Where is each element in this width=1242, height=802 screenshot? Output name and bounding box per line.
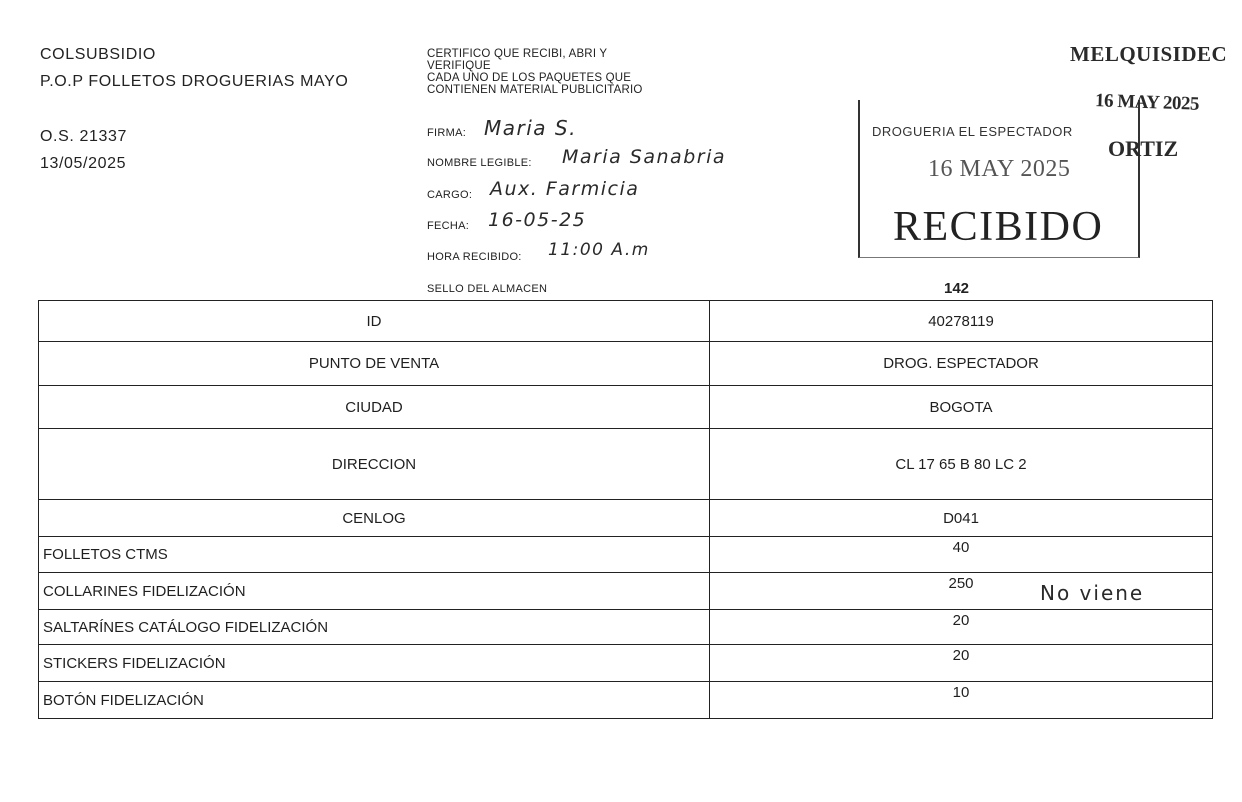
item-quantity: 20 [710,645,1213,682]
document-number: 142 [944,280,970,297]
row-label: PUNTO DE VENTA [39,342,710,386]
hora-value: 11:00 A.m [548,240,650,260]
row-value: CL 17 65 B 80 LC 2 [710,429,1213,500]
company-name: COLSUBSIDIO [40,46,156,63]
item-label: FOLLETOS CTMS [39,537,710,573]
cargo-label: CARGO: [427,189,473,201]
delivery-table [38,300,1213,719]
table-row [39,301,1213,342]
row-value: BOGOTA [710,386,1213,429]
item-quantity: 40 [710,537,1213,573]
handwritten-note: No viene [1040,581,1145,605]
item-label: SALTARÍNES CATÁLOGO FIDELIZACIÓN [39,610,710,645]
stamp-store-name: DROGUERIA EL ESPECTADOR [872,124,1073,139]
table-row [39,682,1213,719]
table-row [39,500,1213,537]
certification-line-4: CONTIENEN MATERIAL PUBLICITARIO [427,84,643,96]
table-row [39,573,1213,610]
fecha-label: FECHA: [427,220,470,232]
hora-label: HORA RECIBIDO: [427,251,522,263]
row-value: D041 [710,500,1213,537]
table-row [39,386,1213,429]
cargo-value: Aux. Farmicia [490,178,640,200]
row-label: CENLOG [39,500,710,537]
stamp-status: RECIBIDO [893,204,1104,250]
row-value: 40278119 [710,301,1213,342]
document-date: 13/05/2025 [40,155,127,172]
stamp-date-line: 16 MAY 2025 [1094,90,1200,115]
nombre-label: NOMBRE LEGIBLE: [427,157,532,169]
table-row [39,342,1213,386]
nombre-value: Maria Sanabria [562,146,726,168]
fecha-value: 16-05-25 [488,209,587,231]
table-row [39,429,1213,500]
stamp-surname: ORTIZ [1108,136,1179,161]
certification-line-3: CADA UNO DE LOS PAQUETES QUE [427,72,632,84]
item-label: COLLARINES FIDELIZACIÓN [39,573,710,610]
row-label: DIRECCION [39,429,710,500]
sello-label: SELLO DEL ALMACEN [427,283,548,295]
campaign-title: P.O.P FOLLETOS DROGUERIAS MAYO [40,73,349,90]
row-value: DROG. ESPECTADOR [710,342,1213,386]
certification-line-2: VERIFIQUE [427,60,491,72]
item-label: BOTÓN FIDELIZACIÓN [39,682,710,719]
item-quantity: 10 [710,682,1213,719]
table-row [39,610,1213,645]
firma-signature: Maria S. [484,116,577,140]
item-quantity: 250 [710,573,1213,610]
row-label: ID [39,301,710,342]
stamp-date-center: 16 MAY 2025 [928,156,1071,182]
order-number: O.S. 21337 [40,128,127,145]
stamp-name-top: MELQUISIDEC [1070,42,1228,66]
item-quantity: 20 [710,610,1213,645]
item-label: STICKERS FIDELIZACIÓN [39,645,710,682]
table-row [39,645,1213,682]
table-row [39,537,1213,573]
row-label: CIUDAD [39,386,710,429]
certification-line-1: CERTIFICO QUE RECIBI, ABRI Y [427,48,608,60]
firma-label: FIRMA: [427,127,467,139]
